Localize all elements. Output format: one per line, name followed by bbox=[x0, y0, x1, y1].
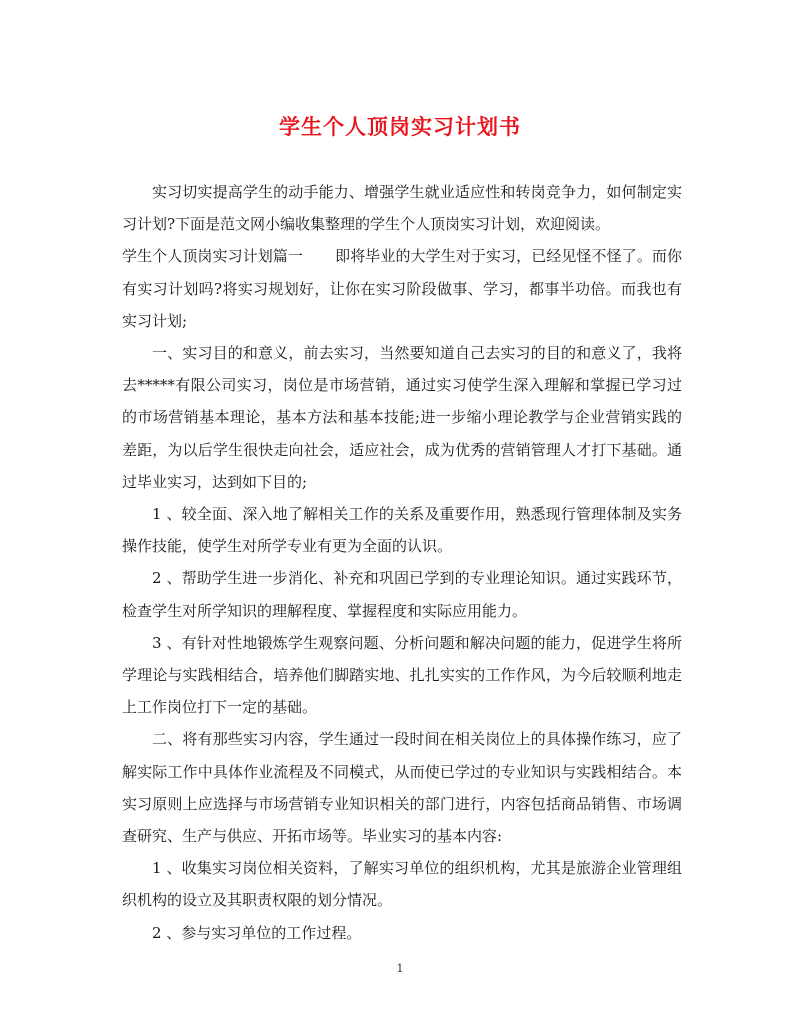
section-1-item-2: 2 、帮助学生进一步消化、补充和巩固已学到的专业理论知识。通过实践环节，检查学生对所学知识的理解程度、掌握程度和实际应用能力。 bbox=[122, 569, 682, 620]
section-1-item-3: 3 、有针对性地锻炼学生观察问题、分析问题和解决问题的能力，促进学生将所学理论与实践相结合，培养他们脚踏实地、扎扎实实的工作作风，为今后较顺利地走上工作岗位打下一定的基础。 bbox=[122, 633, 682, 717]
intro-paragraph-2 bbox=[122, 240, 682, 337]
section-1-item-1: 1 、较全面、深入地了解相关工作的关系及重要作用，熟悉现行管理体制及实务操作技能，使学生对所学专业有更为全面的认识。 bbox=[122, 505, 682, 556]
section-heading-plan-1: 学生个人顶岗实习计划篇一 bbox=[122, 247, 304, 266]
section-2-paragraph: 二、将有那些实习内容，学生通过一段时间在相关岗位上的具体操作练习，应了解实际工作中具体作业流程及不同模式，从而使已学过的专业知识与实践相结合。本实习原则上应选择与市场营销专业知识相关的部门进行，内容包括商品销售、市场调查研究、生产与供应、开拓市场等。毕业实习的基本内容: bbox=[122, 730, 682, 846]
section-2-item-1: 1 、收集实习岗位相关资料，了解实习单位的组织机构，尤其是旅游企业管理组织机构的设立及其职责权限的划分情况。 bbox=[122, 859, 682, 910]
page-number: 1 bbox=[396, 962, 404, 975]
intro-text-2: 即将毕业的大学生对于实习，已经见怪不怪了。而你有实习计划吗?将实习规划好，让你在实习阶段做事、学习，都事半功倍。而我也有实习计划; bbox=[122, 247, 682, 330]
document-title: 学生个人顶岗实习计划书 bbox=[279, 115, 521, 139]
intro-paragraph: 实习切实提高学生的动手能力、增强学生就业适应性和转岗竞争力，如何制定实习计划?下面是范文网小编收集整理的学生个人顶岗实习计划，欢迎阅读。 bbox=[122, 183, 682, 234]
section-1-paragraph: 一、实习目的和意义，前去实习，当然要知道自己去实习的目的和意义了，我将去*****有限公司实习，岗位是市场营销，通过实习使学生深入理解和掌握已学习过的市场营销基本理论，基本方法和基本技能;进一步缩小理论教学与企业营销实践的差距，为以后学生很快走向社会，适应社会，成为优秀的营销管理人才打下基础。通过毕业实习，达到如下目的; bbox=[122, 344, 682, 491]
document-body bbox=[122, 176, 682, 949]
section-2-item-2: 2 、参与实习单位的工作过程。 bbox=[152, 923, 362, 942]
